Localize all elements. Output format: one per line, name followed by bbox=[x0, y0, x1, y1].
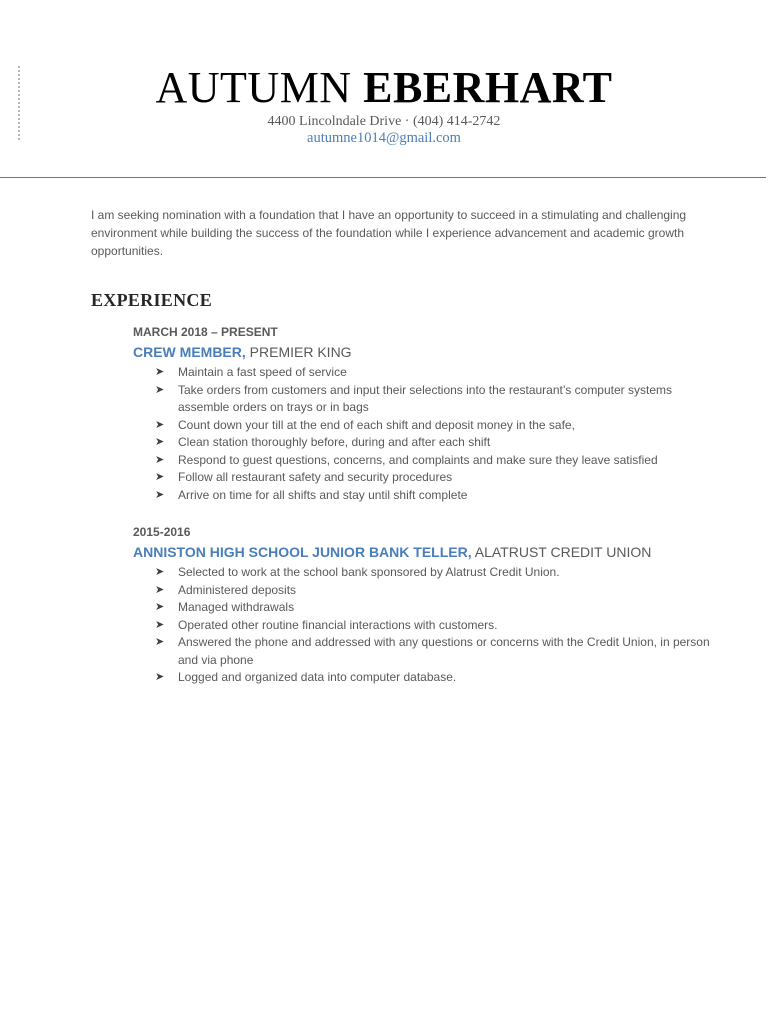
arrowhead-icon: ➤ bbox=[155, 566, 165, 578]
duty-text: Arrive on time for all shifts and stay until shift complete bbox=[178, 487, 468, 502]
job-company: PREMIER KING bbox=[249, 344, 352, 360]
resume-header bbox=[0, 62, 768, 147]
duty-text: Count down your till at the end of each shift and deposit money in the safe, bbox=[178, 417, 575, 432]
arrowhead-icon: ➤ bbox=[155, 601, 165, 613]
duty-item bbox=[133, 634, 723, 669]
duty-item bbox=[133, 582, 723, 600]
duty-item bbox=[133, 469, 723, 487]
arrowhead-icon: ➤ bbox=[155, 618, 165, 631]
duty-text: Respond to guest questions, concerns, and complaints and make sure they leave satisfied bbox=[178, 452, 658, 467]
duty-item bbox=[133, 452, 723, 470]
arrowhead-icon: ➤ bbox=[155, 583, 165, 596]
arrowhead-icon: ➤ bbox=[155, 488, 165, 501]
job-entry bbox=[133, 524, 723, 687]
job-entry bbox=[133, 324, 723, 504]
duty-item bbox=[133, 599, 723, 617]
objective-paragraph: I am seeking nomination with a foundation that I have an opportunity to succeed in a stimulating and challenging environment while building the success of the foundation while I experience advancement and academic growth opportunities. bbox=[91, 208, 687, 258]
arrowhead-icon: ➤ bbox=[155, 453, 165, 466]
duty-text: Clean station thoroughly before, during and after each shift bbox=[178, 435, 491, 449]
duty-text: Take orders from customers and input their selections into the restaurant’s computer systems assemble orders on trays or in bags bbox=[178, 382, 672, 414]
first-name: AUTUMN bbox=[155, 63, 352, 112]
duty-item bbox=[133, 434, 723, 452]
arrowhead-icon: ➤ bbox=[155, 383, 165, 396]
email-link[interactable]: autumne1014@gmail.com bbox=[307, 130, 461, 146]
duty-item bbox=[133, 669, 723, 687]
header-divider bbox=[0, 177, 766, 178]
duty-text: Logged and organized data into computer database. bbox=[178, 670, 457, 684]
arrowhead-icon: ➤ bbox=[155, 471, 165, 483]
duty-item bbox=[133, 617, 723, 635]
arrowhead-icon: ➤ bbox=[155, 436, 165, 448]
job-dates: 2015-2016 bbox=[133, 525, 191, 539]
duty-text: Selected to work at the school bank sponsored by Alatrust Credit Union. bbox=[178, 565, 560, 579]
job-duties-list bbox=[133, 364, 723, 504]
duty-text: Administered deposits bbox=[178, 582, 297, 597]
duty-item bbox=[133, 382, 723, 417]
duty-item bbox=[133, 564, 723, 582]
arrowhead-icon: ➤ bbox=[155, 418, 165, 431]
job-role: CREW MEMBER, bbox=[133, 344, 246, 360]
last-name: EBERHART bbox=[363, 63, 613, 112]
duty-item bbox=[133, 487, 723, 505]
arrowhead-icon: ➤ bbox=[155, 671, 165, 683]
job-role: ANNISTON HIGH SCHOOL JUNIOR BANK TELLER, bbox=[133, 544, 472, 560]
duty-text: Answered the phone and addressed with any questions or concerns with the Credit Union, in person and via phone bbox=[178, 635, 710, 667]
contact-info: 4400 Lincolndale Drive · (404) 414-2742 bbox=[267, 114, 501, 129]
job-dates: MARCH 2018 – PRESENT bbox=[133, 325, 278, 339]
applicant-name bbox=[0, 62, 768, 114]
job-company: ALATRUST CREDIT UNION bbox=[474, 544, 652, 560]
arrowhead-icon: ➤ bbox=[155, 366, 165, 378]
job-duties-list bbox=[133, 564, 723, 687]
experience-heading: EXPERIENCE bbox=[91, 290, 213, 310]
duty-item bbox=[133, 364, 723, 382]
arrowhead-icon: ➤ bbox=[155, 636, 165, 648]
duty-item bbox=[133, 417, 723, 435]
duty-text: Managed withdrawals bbox=[178, 600, 295, 614]
duty-text: Follow all restaurant safety and security procedures bbox=[178, 470, 453, 484]
duty-text: Maintain a fast speed of service bbox=[178, 365, 347, 379]
job-title-line bbox=[133, 542, 723, 562]
job-title-line bbox=[133, 342, 723, 362]
duty-text: Operated other routine financial interactions with customers. bbox=[178, 617, 498, 632]
